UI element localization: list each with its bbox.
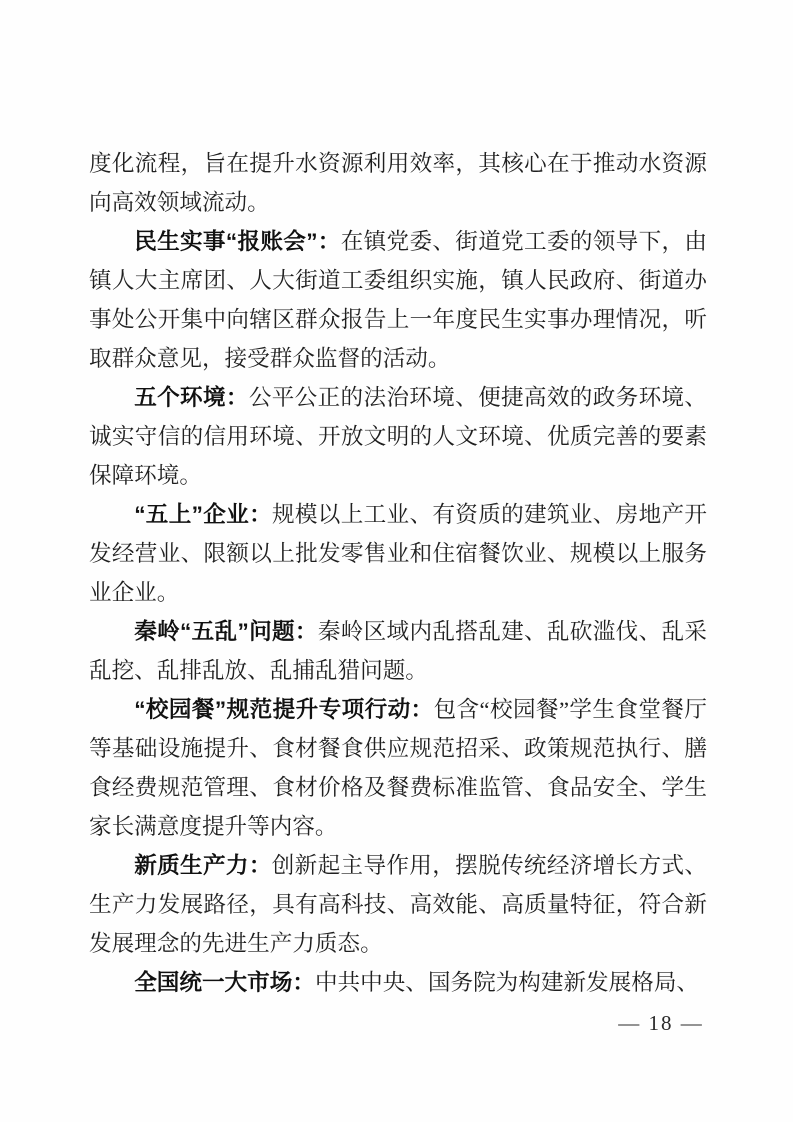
- definition-body: 中共中央、国务院为构建新发展格局、: [314, 970, 700, 995]
- definition-body: 规模以上工业、有资质的建筑业、房地产开发经营业、限额以上批发零售业和住宿餐饮业、规模以上服务业企业。: [89, 502, 708, 605]
- page-number: — 18 —: [618, 1011, 704, 1035]
- definition-term: “校园餐”规范提升专项行动：: [134, 697, 434, 722]
- definition-paragraph: [89, 612, 707, 690]
- definition-body: 创新起主导作用，摆脱传统经济增长方式、生产力发展路径，具有高科技、高效能、高质量特征，符合新发展理念的先进生产力质态。: [89, 853, 708, 956]
- definition-body: 在镇党委、街道党工委的领导下，由镇人大主席团、人大街道工委组织实施，镇人民政府、街道办事处公开集中向辖区群众报告上一年度民生实事办理情况，听取群众意见，接受群众监督的活动。: [89, 229, 707, 371]
- page-body-text: [89, 144, 707, 1002]
- definition-term: 秦岭“五乱”问题：: [134, 619, 318, 644]
- definition-paragraph: [89, 846, 707, 963]
- definition-term: “五上”企业：: [134, 502, 272, 527]
- definition-body: 包含“校园餐”学生食堂餐厅等基础设施提升、食材餐食供应规范招采、政策规范执行、膳食经费规范管理、食材价格及餐费标准监管、食品安全、学生家长满意度提升等内容。: [89, 697, 707, 839]
- definition-paragraph: [89, 690, 707, 846]
- definition-term: 五个环境：: [134, 385, 249, 410]
- definition-paragraph: [89, 378, 707, 495]
- definition-paragraph: [89, 963, 707, 1002]
- paragraph-continuation: [89, 144, 707, 222]
- definition-term: 全国统一大市场：: [134, 970, 315, 995]
- definition-paragraph: [89, 495, 707, 612]
- definition-term: 新质生产力：: [134, 853, 272, 878]
- paragraph-body: 度化流程，旨在提升水资源利用效率，其核心在于推动水资源向高效领域流动。: [89, 151, 707, 215]
- definition-body: 秦岭区域内乱搭乱建、乱砍滥伐、乱采乱挖、乱排乱放、乱捕乱猎问题。: [89, 619, 708, 683]
- definition-body: 公平公正的法治环境、便捷高效的政务环境、诚实守信的信用环境、开放文明的人文环境、优质完善的要素保障环境。: [89, 385, 708, 488]
- definition-term: 民生实事“报账会”：: [134, 229, 341, 254]
- definition-paragraph: [89, 222, 707, 378]
